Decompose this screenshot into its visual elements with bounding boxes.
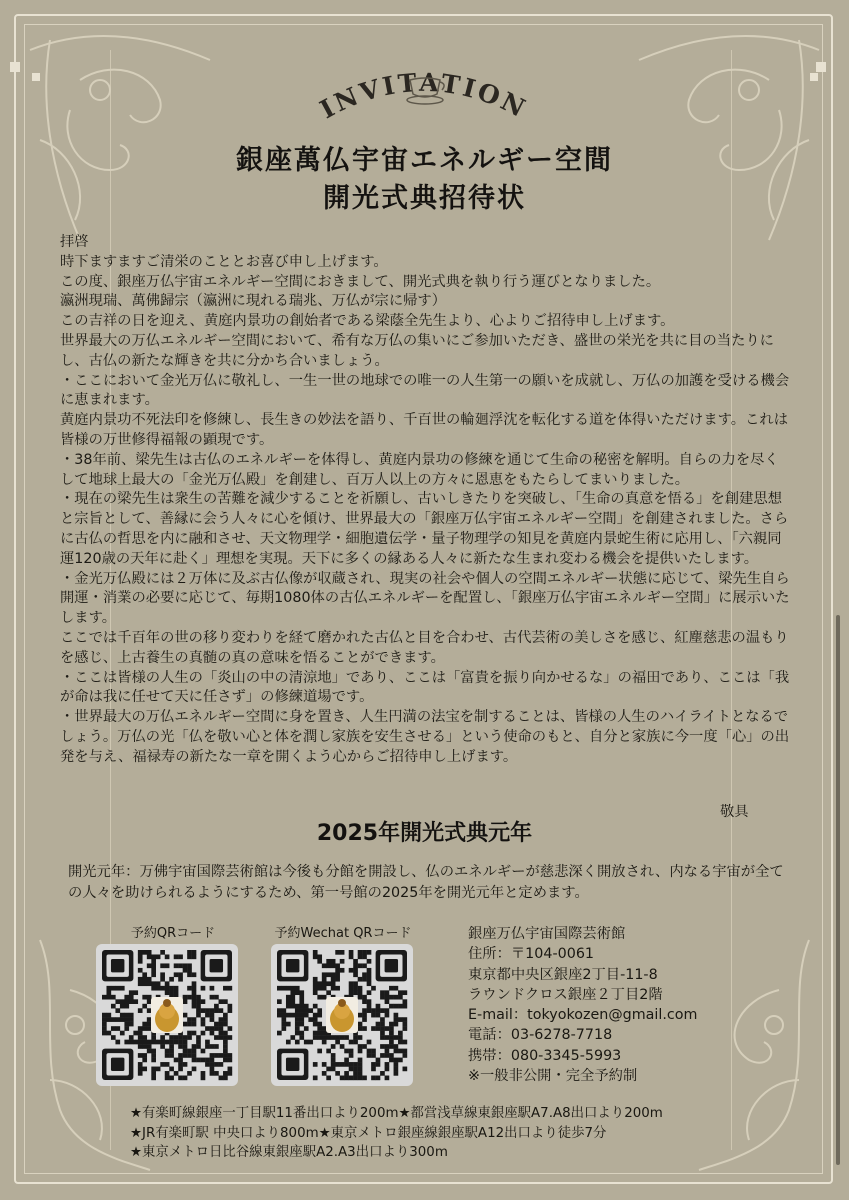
svg-text:INVITATION: INVITATION	[315, 67, 533, 125]
letter-paragraph: この度、銀座万仏宇宙エネルギー空間におきまして、開光式典を執り行う運びとなりました。	[60, 273, 661, 290]
qr-code-icon	[271, 944, 413, 1086]
access-directions	[130, 1104, 770, 1163]
letter-paragraph: 拝啓	[60, 234, 89, 250]
qr-code-icon	[96, 944, 238, 1086]
letter-paragraph: ・ここにおいて金光万仏に敬礼し、一生一世の地球での唯一の人生第一の願いを成就し、万仏の加護を受ける機会に恵まれます。	[60, 372, 790, 409]
phone-number[interactable]: 電話：03-6278-7718	[468, 1027, 613, 1044]
scrollbar-thumb[interactable]	[836, 615, 840, 1165]
letter-paragraph: ここでは千百年の世の移り変わりを経て磨かれた古仏と目を合わせ、古代芸術の美しさを感じ、紅塵慈悲の温もりを感じ、上古養生の真髄の真の意味を悟ることができます。	[60, 629, 789, 666]
mobile-number[interactable]: 携帯：080-3345-5993	[468, 1047, 622, 1064]
letter-paragraph: 時下ますますご清栄のこととお喜び申し上げます。	[60, 253, 388, 270]
access-line: ★有楽町線銀座一丁目駅11番出口より200m★都営浅草線東銀座駅A7.A8出口より200m	[130, 1106, 663, 1121]
page-title	[0, 142, 849, 218]
wechat-qr-label: 予約Wechat QRコード	[274, 926, 412, 941]
founding-heading: 2025年開光式典元年	[316, 821, 533, 846]
title-line-2: 開光式典招待状	[323, 183, 526, 214]
contact-info	[468, 924, 788, 1086]
founding-text: 開光元年：万佛宇宙国際芸術館は今後も分館を開設し、仏のエネルギーが慈悲深く開放され、内なる宇宙が全ての人々を助けられるようにするため、第一号館の2025年を開光元年と定めます。	[68, 864, 784, 901]
letter-paragraph: ・ここは皆様の人生の「炎山の中の清涼地」であり、ここは「富貴を振り向かせるな」の福田であり、ここは「我が命は我に任せて天に任さず」の修練道場です。	[60, 669, 790, 706]
letter-paragraph: 黄庭内景功不死法印を修練し、長生きの妙法を語り、千百世の輪廻浮沈を転化する道を体得いただけます。これは皆様の万世修得福報の顕現です。	[60, 412, 788, 448]
address-line-1: 東京都中央区銀座2丁目-11-8	[468, 966, 658, 983]
address-line-2: ラウンドクロス銀座２丁目2階	[468, 986, 663, 1003]
letter-paragraph: ・金光万仏殿には２万体に及ぶ古仏像が収蔵され、現実の社会や個人の空間エネルギー状態に応じて、梁先生自ら開運・消業の必要に応じて、毎期1080体の古仏エネルギーを配置し、「銀座万仏宇宙エネルギー空間」に展示いたします。	[60, 570, 790, 627]
reserve-qr-code[interactable]	[96, 944, 238, 1086]
letter-paragraph: 瀛洲現瑞、萬佛歸宗（瀛洲に現れる瑞兆、万仏が宗に帰す）	[60, 293, 447, 310]
letter-paragraph: ・現在の梁先生は衆生の苦難を減少することを祈願し、古いしきたりを突破し、「生命の真意を悟る」を創建思想と宗旨として、善縁に会う人々に心を傾け、世界最大の「銀座万仏宇宙エネルギー空間」を創建されました。さらに古仏の哲思を内に融和させ、天文物理学・細胞遺伝学・量子物理学の知見を黄庭内景蛇生術に応用し、「六親同運120歳の天年に赴く」理想を実現。天下に多くの縁ある人々に新たな生まれ変わる機会を提供いたします。	[60, 491, 789, 567]
letter-body	[60, 233, 790, 768]
letter-paragraph: 世界最大の万仏エネルギー空間において、希有な万仏の集いにご参加いただき、盛世の栄光を共に目の当たりにし、古仏の新たな輝きを共に分かち合いましょう。	[60, 332, 774, 369]
letter-paragraph: この吉祥の日を迎え、黄庭内景功の創始者である梁蔭全先生より、心よりご招待申し上げます。	[60, 313, 675, 330]
letter-paragraph: ・世界最大の万仏エネルギー空間に身を置き、人生円満の法宝を制することは、皆様の人生のハイライトとなるでしょう。万仏の光「仏を敬い心と体を潤し家族を安生させる」という使命のもと、自分と家族に今一度「心」の出発を与え、福禄寿の新たな一章を開くよう心からご招待申し上げます。	[60, 709, 790, 765]
address-postal: 住所：〒104-0061	[468, 946, 595, 963]
access-line: ★東京メトロ日比谷線東銀座駅A2.A3出口より300m	[130, 1145, 448, 1161]
title-line-1: 銀座萬仏宇宙エネルギー空間	[236, 145, 613, 176]
access-line: ★JR有楽町駅 中央口より800m★東京メトロ銀座線銀座駅A12出口より徒歩7分	[130, 1125, 607, 1141]
wechat-qr-code[interactable]	[271, 944, 413, 1086]
reserve-qr-label: 予約QRコード	[130, 926, 216, 941]
reservation-note: ※一般非公開・完全予約制	[468, 1068, 638, 1085]
teacup-icon	[400, 70, 450, 110]
email-address[interactable]: E-mail：tokyokozen@gmail.com	[468, 1007, 698, 1024]
venue-name: 銀座万仏宇宙国際芸術館	[468, 926, 626, 942]
letter-signoff: 敬具	[720, 804, 749, 820]
letter-paragraph: ・38年前、梁先生は古仏のエネルギーを体得し、黄庭内景功の修練を通じて生命の秘密を解明。自らの力を尽くして地球上最大の「金光万仏殿」を創建し、百万人以上の方々に恩恵をもたらしてまいりました。	[60, 451, 779, 488]
